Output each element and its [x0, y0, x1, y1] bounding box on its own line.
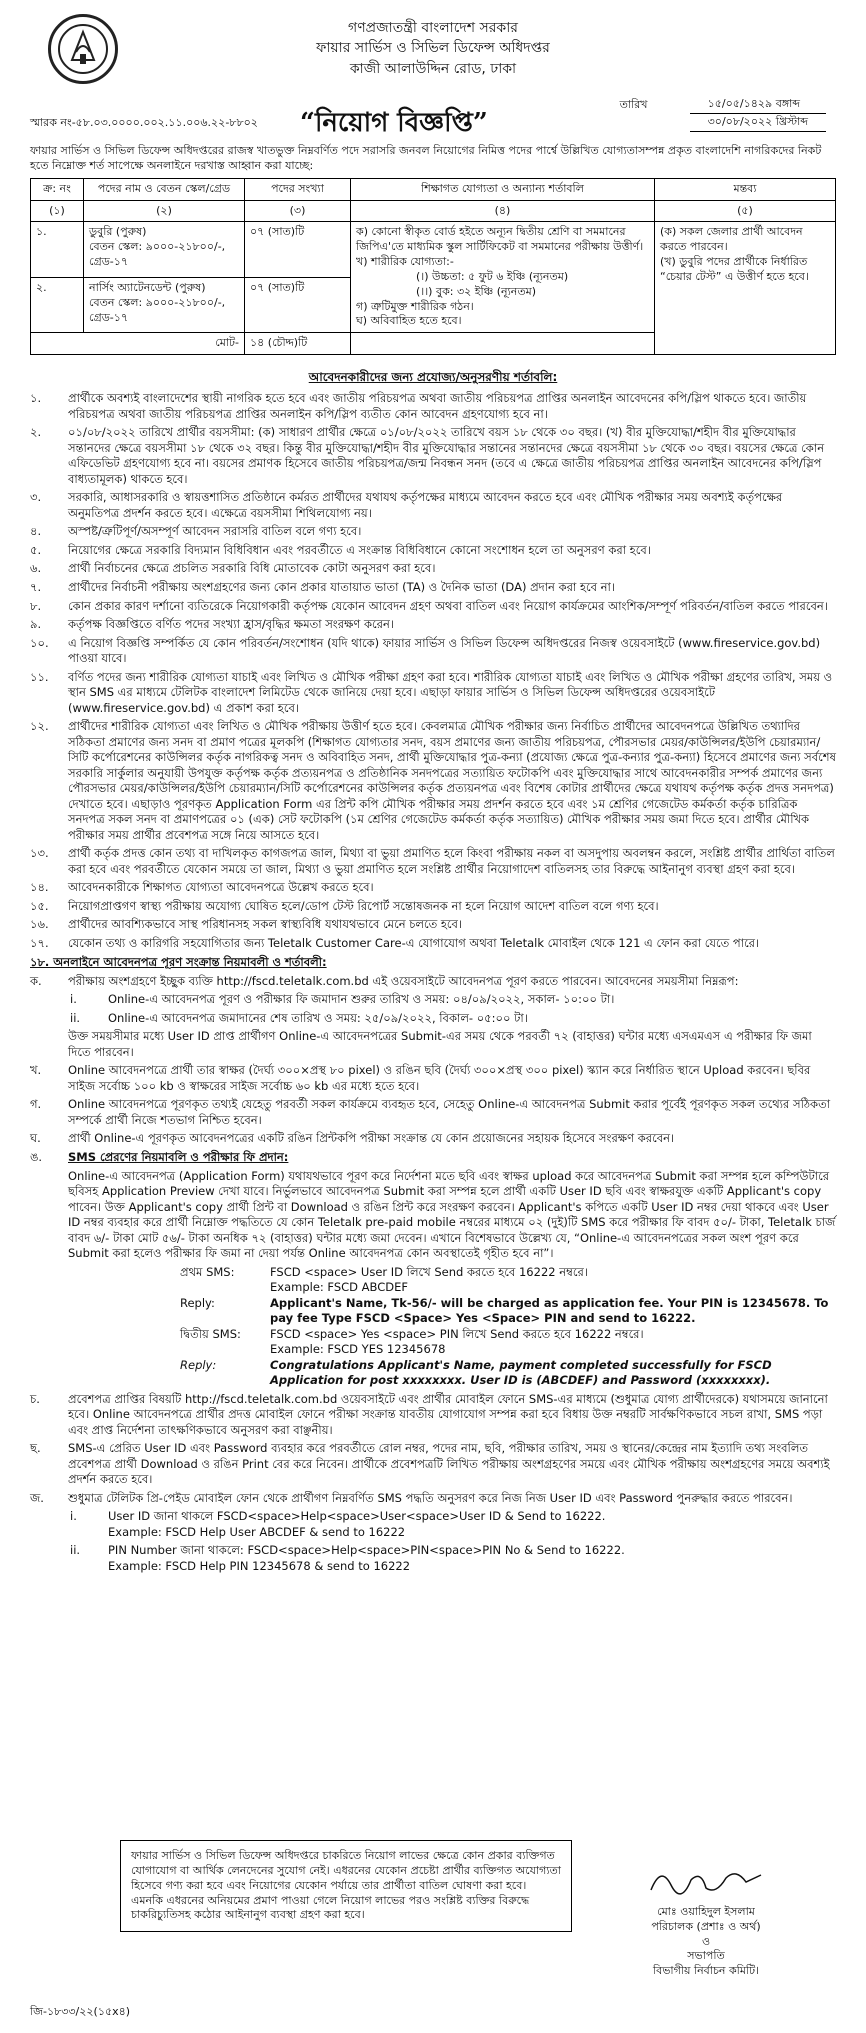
signature-block	[606, 1860, 806, 1979]
sms-row	[180, 1358, 836, 1389]
sms-reply: Congratulations Applicant's Name, payment completed successfully for FSCD Application for post xxxxxxxx. User ID is (ABCDEF) and Password (xxxxxxxx).	[270, 1357, 772, 1388]
list-item	[30, 617, 836, 633]
qualification-cell	[351, 222, 655, 333]
sms-reply: Applicant's Name, Tk-56/- will be charged as application fee. Your PIN is 12345678. To pay fee Type FSCD <Space> Yes <Space> PIN and send to 16222.	[270, 1295, 829, 1326]
online-section	[30, 974, 836, 1575]
sms-text: FSCD <space> User ID লিখে Send করতে হবে 16222 নম্বরে।	[270, 1264, 588, 1279]
list-item	[30, 899, 836, 915]
item-text: উক্ত সময়সীমার মধ্যে User ID প্রাপ্ত প্রার্থীগণ Online-এ আবেদনপত্রের Submit-এর সময় থেকে পরবর্তী ৭২ (বাহাত্তর) ঘন্টার মধ্যে এসএমএস এ পরীক্ষার ফি জমা দিতে পারবেন।	[68, 1029, 812, 1059]
item-text: প্রার্থী কর্তৃক প্রদত্ত কোন তথ্য বা দাখিলকৃত কাগজপত্র জাল, মিথ্যা বা ভুয়া প্রমাণিত হলে কিংবা পরীক্ষায় নকল বা অসদুপায় অবলম্বন করলে, সংশ্লিষ্ট প্রার্থীর প্রার্থিতা বাতিল করা হবে এবং পরবর্তীতে যেকোন সময়ে তা জাল, মিথ্যা ও ভুয়া প্রমাণিত হলে সংশ্লিষ্ট প্রার্থীর নিয়োগাদেশ বাতিলসহ তার বিরুদ্ধে আইনানুগ ব্যবস্থা গ্রহণ করা হবে।	[68, 846, 835, 876]
item-number: ১০.	[30, 635, 49, 650]
item-text: কর্তৃপক্ষ বিজ্ঞপ্তিতে বর্ণিত পদের সংখ্যা হ্রাস/বৃদ্ধির ক্ষমতা সংরক্ষণ করেন।	[68, 617, 394, 632]
item-number: ১৬.	[30, 917, 49, 932]
total-count: ১৪ (চৌদ্দ)টি	[245, 333, 351, 355]
col-sl: ক্র: নং	[31, 178, 84, 200]
item-text: প্রার্থীকে অবশ্যই বাংলাদেশের স্থায়ী নাগরিক হতে হবে এবং জাতীয় পরিচয়পত্র অথবা জাতীয় পরিচয়পত্র প্রাপ্তির অনলাইন আবেদনের কপি/স্লিপ থাকতে হবে। জাতীয় পরিচয়পত্র অথবা জাতীয় পরিচয়পত্র প্রাপ্তির অনলাইন কপি/স্লিপ ব্যতীত কোন আবেদন গ্রহণযোগ্য হবে না।	[68, 391, 807, 421]
item-text: Online-এ আবেদনপত্র (Application Form) যথাযথভাবে পূরণ করে নির্দেশনা মতে ছবি এবং স্বাক্ষর upload করে আবেদনপত্র Submit করা সম্পন্ন হলে কম্পিউটারে ছবিসহ Application Preview দেখা যাবে। নির্ভুলভাবে আবেদনপত্র Submit করা সম্পন্ন হলে প্রার্থী একটি User ID ছবি এবং স্বাক্ষরযুক্ত একটি Applicant's copy পাবেন। উক্ত Applicant's copy প্রার্থী প্রিন্ট বা Download ও রঙিন প্রিন্ট করে সংরক্ষণ করবেন। Applicant's কপিতে একটি User ID নম্বর দেয়া থাকবে এবং User ID নম্বর ব্যবহার করে প্রার্থী নিম্নোক্ত পদ্ধতিতে যে কোন Teletalk pre-paid mobile নম্বরের মাধ্যমে ০২ (দুই)টি SMS করে পরীক্ষার ফি বাবদ ৫০/- টাকা, Teletalk চার্জ বাবদ ৬/- টাকা মোট ৫৬/- টাকা অনধিক ৭২ (বাহাত্তর) ঘন্টার মধ্যে জমা দেবেন। এখানে বিশেষভাবে উল্লেখ্য যে, “Online-এ আবেদনপত্রের সকল অংশ পূরণ করে Submit করা হলেও পরীক্ষার ফি জমা না দেয়া পর্যন্ত Online আবেদনপত্র কোন অবস্থাতেই গৃহীত হবে না”।	[68, 1168, 836, 1261]
recovery-example: Example: FSCD Help User ABCDEF & send to 16222	[108, 1524, 406, 1539]
item-text: আবেদনকারীকে শিক্ষাগত যোগ্যতা আবেদনপত্রে উল্লেখ করতে হবে।	[68, 880, 374, 895]
item-number: ১৩.	[30, 846, 49, 861]
online-heading: ১৮. অনলাইনে আবেদনপত্র পূরণ সংক্রান্ত নিয়মাবলী ও শর্তাবলী:	[30, 955, 327, 970]
row-sl: ১.	[31, 222, 84, 277]
item-number: খ.	[30, 1063, 42, 1078]
sms-label: Reply:	[180, 1357, 217, 1372]
qual-item: ঘ) অবিবাহিত হতে হবে।	[356, 314, 462, 328]
item-text: প্রার্থীদের আবশ্যিকভাবে সাস্থ পরিধানসহ সকল স্বাস্থ্যবিধি যথাযথভাবে মেনে চলতে হবে।	[68, 917, 463, 932]
list-item	[30, 880, 836, 896]
item-number: ২.	[30, 425, 42, 440]
item-number: ৫.	[30, 542, 42, 557]
col-count: পদের সংখ্যা	[245, 178, 351, 200]
item-text: শুধুমাত্র টেলিটক প্রি-পেইড মোবাইল ফোন থেকে প্রার্থীগণ নিম্নবর্ণিত SMS পদ্ধতি অনুসরণ করে নিজ নিজ User ID এবং Password পুনরুদ্ধার করতে পারবেন।	[68, 1490, 793, 1505]
sms-example: Example: FSCD YES 12345678	[270, 1342, 446, 1357]
recovery-example: Example: FSCD Help PIN 12345678 & send to 16222	[108, 1558, 411, 1573]
item-number: ii.	[70, 1010, 81, 1025]
conditions-title: আবেদনকারীদের জন্য প্রযোজ্য/অনুসরণীয় শর্তাবলি:	[308, 370, 558, 385]
list-item	[30, 917, 836, 933]
list-item	[70, 1543, 836, 1574]
col-post: পদের নাম ও বেতন স্কেল/গ্রেড	[84, 178, 245, 200]
list-item	[30, 561, 836, 577]
item-text: প্রার্থী নির্বাচনের ক্ষেত্রে প্রচলিত সরকারি বিধি মোতাবেক কোটা অনুসরণ করা হবে।	[68, 561, 436, 576]
item-title: SMS প্রেরণের নিয়মাবলি ও পরীক্ষার ফি প্রদান:	[68, 1150, 289, 1164]
item-number: ১২.	[30, 719, 49, 734]
item-text: নিয়োগের ক্ষেত্রে সরকারি বিদ্যমান বিধিবিধান এবং পরবর্তীতে এ সংক্রান্ত বিধিবিধানে কোনো সংশোধন হলে তা অনুসরণ করা হবে।	[68, 542, 651, 557]
remarks-cell	[655, 222, 836, 355]
signatory-and: ও	[701, 1934, 711, 1948]
item-number: চ.	[30, 1391, 40, 1406]
footer-code: জি-১৮৩৩/২২(১৫x৪)	[30, 2005, 131, 2018]
item-number: ছ.	[30, 1441, 41, 1456]
org-line3: কাজী আলাউদ্দিন রোড, ঢাকা	[349, 60, 517, 77]
sms-label: Reply:	[180, 1295, 215, 1310]
row-post	[84, 222, 245, 277]
item-text: বর্ণিত পদের জন্য শারীরিক যোগ্যতা যাচাই এবং লিখিত ও মৌখিক পরীক্ষা গ্রহণ করা হবে। শারীরিক যোগ্যতা যাচাই এবং লিখিত ও মৌখিক পরীক্ষা গ্রহণের তারিখ, সময় ও স্থান SMS এর মাধ্যমে টেলিটক বাংলাদেশ লিমিটেড থেকে জানিয়ে দেয়া হবে। এছাড়া ফায়ার সার্ভিস ও সিভিল ডিফেন্স অধিদপ্তরের ওয়েবসাইটে (www.fireservice.gov.bd) এ প্রকাশ করা হবে।	[68, 669, 833, 715]
list-item	[30, 490, 836, 521]
item-text: Online-এ আবেদনপত্র জমাদানের শেষ তারিখ ও সময়: ২৫/০৯/২০২২, বিকাল- ০৫:০০ টা।	[108, 1010, 528, 1025]
recovery-text: PIN Number জানা থাকলে: FSCD<space>Help<space>PIN<space>PIN No & Send to 16222.	[108, 1543, 625, 1558]
item-text: এ নিয়োগ বিজ্ঞপ্তি সম্পর্কিত যে কোন পরিবর্তন/সংশোধন (যদি থাকে) ফায়ার সার্ভিস ও সিভিল ডিফেন্স অধিদপ্তরের নিজস্ব ওয়েবসাইটে (www.fireservice.gov.bd) পাওয়া যাবে।	[68, 635, 821, 666]
list-item	[30, 846, 836, 877]
list-item	[30, 1131, 836, 1147]
row-sl: ২.	[31, 277, 84, 332]
item-number: ঙ.	[30, 1150, 43, 1164]
empty-cell	[351, 333, 655, 355]
item-text: ০১/০৮/২০২২ তারিখে প্রার্থীর বয়সসীমা: (ক) সাধারণ প্রার্থীর ক্ষেত্রে ০১/০৮/২০২২ তারিখে বয়স ১৮ থেকে ৩০ বছর। (খ) বীর মুক্তিযোদ্ধা/শহীদ বীর মুক্তিযোদ্ধার সন্তানদের ক্ষেত্রে বয়সসীমা ১৮ থেকে ৩২ বছর। কিন্তু বীর মুক্তিযোদ্ধা/শহীদ বীর মুক্তিযোদ্ধার সন্তানের সন্তানদের ক্ষেত্রে বয়সসীমা ১৮ থেকে ৩০ বছর। বয়সের ক্ষেত্রে কোন এফিডেভিট গ্রহণযোগ্য হবে না। বয়সের প্রমাণক হিসেবে জাতীয় পরিচয়পত্র/জন্ম নিবন্ধন সনদ (তবে এ ক্ষেত্রে জাতীয় পরিচয়পত্র প্রাপ্তির অনলাইন আবেদনের কপি/স্লিপ বাধ্যতামূলক) থাকতে হবে।	[68, 425, 825, 486]
list-item	[30, 524, 836, 540]
item-number: জ.	[30, 1490, 44, 1505]
list-item	[70, 1011, 836, 1027]
item-number: গ.	[30, 1097, 42, 1112]
col-qualification: শিক্ষাগত যোগ্যতা ও অন্যান্য শর্তাবলি	[351, 178, 655, 200]
grade: গ্রেড-১৭	[89, 255, 129, 269]
item-text: পরীক্ষায় অংশগ্রহণে ইচ্ছুক ব্যক্তি http://fscd.teletalk.com.bd এই ওয়েবসাইটে আবেদনপত্র পূরণ করতে পারবেন। আবেদনের সময়সীমা নিম্নরূপ:	[68, 973, 739, 988]
sms-example: Example: FSCD ABCDEF	[270, 1280, 408, 1295]
item-text: Online-এ আবেদনপত্র পূরণ ও পরীক্ষার ফি জমাদান শুরুর তারিখ ও সময়: ০৪/০৯/২০২২, সকাল- ১০:০০ টা।	[108, 992, 615, 1007]
anti-corruption-notice: ফায়ার সার্ভিস ও সিভিল ডিফেন্স অধিদপ্তরে চাকরিতে নিয়োগ লাভের ক্ষেত্রে কোন প্রকার ব্যক্তিগত যোগাযোগ বা আর্থিক লেনদেনের সুযোগ নেই। এধরনের যেকোন প্রচেষ্টা প্রার্থীর ব্যক্তিগত অযোগ্যতা হিসেবে গণ্য করা হবে এবং নিয়োগের যেকোন পর্যায়ে তার প্রার্থীতা বাতিল ঘোষণা করা হবে। এমনকি এধরনের অনিয়মের প্রমাণ পাওয়া গেলে নিয়োগ লাভের পরও সংশ্লিষ্ট ব্যক্তির বিরুদ্ধে চাকরিচ্যুতিসহ কঠোর আইনানুগ ব্যবস্থা গ্রহণ করা হবে।	[120, 1840, 572, 1932]
post-name: ডুবুরি (পুরুষ)	[89, 225, 147, 239]
posts-table	[30, 178, 836, 355]
org-block	[30, 18, 836, 79]
item-text: প্রার্থী Online-এ পূরণকৃত আবেদনপত্রের একটি রঙিন প্রিন্টকপি পরীক্ষা সংক্রান্ত যে কোন প্রয়োজনের সহায়ক হিসেবে সংরক্ষণ করবেন।	[68, 1131, 675, 1146]
table-colnum-row	[31, 200, 836, 222]
list-item	[30, 1392, 836, 1439]
list-item	[30, 1169, 836, 1262]
item-number: ১৭.	[30, 935, 49, 950]
list-item	[30, 1097, 836, 1128]
conditions-list	[30, 391, 836, 951]
qual-item: (।।) বুক: ৩২ ইঞ্চি (ন্যূনতম)	[416, 284, 537, 298]
table-row	[31, 222, 836, 277]
item-text: Online আবেদনপত্রে প্রার্থী তার স্বাক্ষর (দৈর্ঘ্য ৩০০×প্রস্থ ৮০ pixel) ও রঙিন ছবি (দৈর্ঘ্য ৩০০×প্রস্থ ৩০০ pixel) স্ক্যান করে নির্ধারিত স্থানে Upload করবেন। ছবির সাইজ সর্বোচ্চ ১০০ kb ও স্বাক্ষরের সাইজ সর্বোচ্চ ৬০ kb এর মধ্যে হতে হবে।	[68, 1063, 811, 1093]
date-label: তারিখ	[619, 98, 648, 111]
intro-text: ফায়ার সার্ভিস ও সিভিল ডিফেন্স অধিদপ্তরের রাজস্ব খাতভুক্ত নিম্নবর্ণিত পদে সরাসরি জনবল নিয়োগের নিমিত্ত পদের পার্শ্বে উল্লিখিত যোগ্যতাসম্পন্ন প্রকৃত বাংলাদেশি নাগরিকদের নিকট হতে নিম্নোক্ত শর্ত সাপেক্ষে অনলাইনে দরখাস্ত আহ্বান করা যাচ্ছে:	[30, 144, 822, 172]
item-number: ঘ.	[30, 1131, 41, 1146]
list-item	[30, 1491, 836, 1507]
item-number: ১.	[30, 391, 42, 406]
org-line2: ফায়ার সার্ভিস ও সিভিল ডিফেন্স অধিদপ্তর	[316, 40, 550, 57]
item-number: ১৫.	[30, 898, 49, 913]
signatory-role: সভাপতি	[687, 1949, 725, 1963]
row-post	[84, 277, 245, 332]
qual-item: খ) শারীরিক যোগ্যতা:-	[356, 255, 454, 269]
list-item	[30, 425, 836, 487]
signatory-name: মোঃ ওয়াহিদুল ইসলাম	[657, 1904, 755, 1918]
row-count: ০৭ (সাত)টি	[245, 277, 351, 332]
remark-item: (খ) ডুবুরি পদের প্রার্থীকে নির্ধারিত “চেয়ার টেস্ট” এ উত্তীর্ণ হতে হবে।	[660, 255, 809, 283]
item-text	[108, 1543, 836, 1574]
item-number: ১৪.	[30, 880, 49, 895]
total-label: মোট-	[31, 333, 245, 355]
list-item	[30, 636, 836, 667]
item-text: প্রবেশপত্র প্রাপ্তির বিষয়টি http://fscd.teletalk.com.bd ওয়েবসাইটে এবং প্রার্থীর মোবাইল ফোনে SMS-এর মাধ্যমে (শুধুমাত্র যোগ্য প্রার্থীদেরকে) যথাসময়ে জানানো হবে। Online আবেদনপত্রে প্রার্থীর প্রদত্ত মোবাইল ফোনে পরীক্ষা সংক্রান্ত যাবতীয় যোগাযোগ সম্পন্ন করা হবে বিধায় উক্ত নম্বরটি সার্বক্ষণিকভাবে সচল রাখা, SMS পড়া এবং প্রাপ্ত নির্দেশনা তাৎক্ষণিকভাবে অনুসরণ করা বাঞ্ছনীয়।	[68, 1391, 828, 1437]
item-text: যেকোন তথ্য ও কারিগরি সহযোগিতার জন্য Teletalk Customer Care-এ যোগাযোগ অথবা Teletalk মোবাইল থেকে 121 এ ফোন করা যেতে পারে।	[68, 935, 760, 950]
post-name: নার্সিং অ্যাটেনডেন্ট (পুরুষ)	[89, 280, 206, 294]
spacer	[180, 1342, 270, 1358]
spacer	[30, 1169, 68, 1262]
colnum: (১)	[31, 200, 84, 222]
sms-row	[180, 1342, 836, 1358]
item-number: ৩.	[30, 490, 42, 505]
item-number: ৬.	[30, 561, 42, 576]
colnum: (৩)	[245, 200, 351, 222]
item-number: ৭.	[30, 579, 42, 594]
header	[30, 10, 836, 140]
recovery-text: User ID জানা থাকলে FSCD<space>Help<space>User<space>User ID & Send to 16222.	[108, 1509, 606, 1524]
item-number: ৮.	[30, 598, 42, 613]
colnum: (২)	[84, 200, 245, 222]
list-item	[30, 599, 836, 615]
sms-row	[180, 1327, 836, 1343]
list-item	[70, 992, 836, 1008]
list-item	[30, 391, 836, 422]
sms-row	[180, 1265, 836, 1281]
pay-scale: বেতন স্কেল: ৯০০০-২১৮০০/-,	[89, 295, 226, 309]
item-text: সরকারি, আধাসরকারি ও স্বায়ত্তশাসিত প্রতিষ্ঠানে কর্মরত প্রার্থীদের যথাযথ কর্তৃপক্ষের মাধ্যমে আবেদন করতে হবে এবং মৌখিক পরীক্ষার সময় অবশ্যই কর্তৃপক্ষের অনুমতিপত্র প্রদর্শন করতে হবে। এক্ষেত্রে বয়সসীমা শিথিলযোগ্য নয়।	[68, 490, 783, 520]
signatory-committee: বিভাগীয় নির্বাচন কমিটি।	[652, 1964, 760, 1978]
signature-image	[646, 1860, 766, 1900]
table-header-row	[31, 178, 836, 200]
item-number: ii.	[70, 1543, 81, 1558]
date-block	[619, 96, 826, 132]
list-item	[30, 1150, 836, 1166]
list-item	[30, 543, 836, 559]
sms-row	[180, 1280, 836, 1296]
item-text: অস্পষ্ট/ত্রুটিপূর্ণ/অসম্পূর্ণ আবেদন সরাসরি বাতিল বলে গণ্য হবে।	[68, 524, 362, 539]
list-item	[30, 974, 836, 990]
sms-label: দ্বিতীয় SMS:	[180, 1326, 241, 1341]
list-item	[30, 1441, 836, 1488]
signatory-designation: পরিচালক (প্রশাঃ ও অর্থ)	[651, 1919, 761, 1933]
qual-item: (।) উচ্চতা: ৫ ফুট ৬ ইঞ্চি (ন্যূনতম)	[416, 269, 569, 283]
item-number: ক.	[30, 973, 42, 988]
item-number: ৯.	[30, 617, 42, 632]
row-count: ০৭ (সাত)টি	[245, 222, 351, 277]
notice-title: “নিয়োগ বিজ্ঞপ্তি”	[300, 108, 488, 138]
reference-no: স্মারক নং-৫৮.০৩.০০০০.০০২.১১.০০৬.২২-৮৮০২	[30, 116, 258, 129]
list-item	[30, 1063, 836, 1094]
item-number: ৪.	[30, 524, 42, 539]
list-item	[30, 670, 836, 717]
pay-scale: বেতন স্কেল: ৯০০০-২১৮০০/-,	[89, 240, 226, 254]
list-item	[30, 580, 836, 596]
qual-item: গ) ত্রুটিমুক্ত শারীরিক গঠন।	[356, 299, 474, 313]
org-line1: গণপ্রজাতন্ত্রী বাংলাদেশ সরকার	[348, 20, 518, 36]
list-item	[30, 719, 836, 843]
item-text: নিয়োগপ্রাপ্তগণ স্বাস্থ্য পরীক্ষায় অযোগ্য ঘোষিত হলে/ডোপ টেস্ট রিপোর্ট সন্তোষজনক না হলে নিয়োগ আদেশ বাতিল বলে গণ্য হবে।	[68, 898, 659, 913]
list-item	[70, 1509, 836, 1540]
date-bangla: ১৫/০৫/১৪২৯ বঙ্গাব্দ	[690, 96, 826, 114]
date-gregorian: ৩০/০৮/২০২২ খ্রিস্টাব্দ	[690, 114, 826, 132]
item-text	[108, 1509, 836, 1540]
item-text: প্রার্থীদের শারীরিক যোগ্যতা এবং লিখিত ও মৌখিক পরীক্ষায় উত্তীর্ণ হতে হবে। কেবলমাত্র মৌখিক পরীক্ষার জন্য নির্বাচিত প্রার্থীদের আবেদনপত্রে উল্লিখিত তথ্যাদির সঠিকতা প্রমাণের জন্য সনদ বা প্রমাণ পত্রের মূলকপি (শিক্ষাগত যোগ্যতার সনদ, বয়স প্রমাণের জন্য জাতীয় পরিচয়পত্র, পৌরসভার মেয়র/কাউন্সিলর/ইউপি চেয়ারম্যান/সিটি কর্পোরেশনের কাউন্সিলর কর্তৃক নাগরিকত্ব সনদ ও অবিবাহিত সনদ, প্রার্থী মুক্তিযোদ্ধার পুত্র-কন্যা (প্রযোজ্য ক্ষেত্রে পুত্র-কন্যার পুত্র-কন্যা) হিসেবে প্রমাণের জন্য সর্বশেষ সরকারি সার্কুলার অনুযায়ী উপযুক্ত কর্তৃপক্ষ কর্তৃক প্রত্যয়নপত্র ও প্রতিষ্ঠানিক সনদপত্রের সত্যায়িত ফটোকপি এবং মুক্তিযোদ্ধার সাথে আবেদনকারীর সম্পর্ক প্রমাণের জন্য পৌরসভার মেয়র/কাউন্সিলর/ইউপি চেয়ারম্যান/সিটি কর্পোরেশনের কাউন্সিলর কর্তৃক প্রত্যয়নপত্র এবং বিশেষ কোটার প্রার্থীদের ক্ষেত্রে যথাযথ কর্তৃপক্ষ কর্তৃক প্রদত্ত সনদপত্র) দেখাতে হবে। এছাড়াও পূরণকৃত Application Form এর প্রিন্ট কপি মৌখিক পরীক্ষার সময় প্রদর্শন করতে হবে এবং ১ম শ্রেণির গেজেটেড কর্মকর্তা কর্তৃক চারিত্রিক সনদপত্র সকল সনদ বা প্রমাণপত্রের ০১ (এক) সেট ফটোকপি (১ম শ্রেণির গেজেটেড কর্মকর্তা কর্তৃক সত্যায়িত) মৌখিক পরীক্ষার সময় জমা দিতে হবে। প্রার্থীর মৌখিক পরীক্ষার সময় প্রার্থীর প্রবেশপত্র সঙ্গে নিয়ে আসতে হবে।	[68, 719, 836, 842]
item-text: প্রার্থীদের নির্বাচনী পরীক্ষায় অংশগ্রহণের জন্য কোন প্রকার যাতায়াত ভাতা (TA) ও দৈনিক ভাতা (DA) প্রদান করা হবে না।	[68, 579, 615, 594]
sms-text: FSCD <space> Yes <space> PIN লিখে Send করতে হবে 16222 নম্বরে।	[270, 1326, 644, 1341]
item-number: ১১.	[30, 669, 49, 684]
sms-label: প্রথম SMS:	[180, 1264, 235, 1279]
grade: গ্রেড-১৭	[89, 310, 129, 324]
item-text: SMS-এ প্রেরিত User ID এবং Password ব্যবহার করে পরবর্তীতে রোল নম্বর, পদের নাম, ছবি, পরীক্ষার তারিখ, সময় ও স্থানের/কেন্দ্রের নাম ইত্যাদি তথ্য সংবলিত প্রবেশপত্র প্রার্থী Download ও রঙিন Print বের করে নিবেন। প্রার্থীকে প্রবেশপত্রটি লিখিত পরীক্ষায় অংশগ্রহণের সময়ে এবং মৌখিক পরীক্ষায় অংশগ্রহণের সময়ে অবশ্যই প্রদর্শন করতে হবে।	[68, 1441, 830, 1487]
item-text: Online আবেদনপত্রে পূরণকৃত তথ্যই যেহেতু পরবর্তী সকল কার্যক্রমে ব্যবহৃত হবে, সেহেতু Online-এ আবেদনপত্র Submit করার পূর্বেই পূরণকৃত সকল তথ্যের সঠিকতা সম্পর্কে প্রার্থী নিজে শতভাগ নিশ্চিত হবেন।	[68, 1097, 831, 1127]
item-number: i.	[70, 992, 77, 1007]
spacer	[30, 1029, 68, 1060]
sms-instructions	[180, 1265, 836, 1389]
colnum: (৫)	[655, 200, 836, 222]
list-item	[30, 1029, 836, 1060]
spacer	[180, 1280, 270, 1296]
sms-row	[180, 1296, 836, 1327]
colnum: (৪)	[351, 200, 655, 222]
qual-item: ক) কোনো স্বীকৃত বোর্ড হইতে অন্যূন দ্বিতীয় শ্রেণি বা সমমানের জিপিএ'তে মাধ্যমিক স্কুল সার্টিফিকেট বা সমমানের পরীক্ষায় উত্তীর্ণ।	[356, 225, 644, 254]
col-remarks: মন্তব্য	[655, 178, 836, 200]
item-number: i.	[70, 1509, 77, 1524]
remark-item: (ক) সকল জেলার প্রার্থী আবেদন করতে পারবেন।	[660, 225, 803, 254]
list-item	[30, 936, 836, 952]
item-text: কোন প্রকার কারণ দর্শানো ব্যতিরেকে নিয়োগকারী কর্তৃপক্ষ যেকোন আবেদন গ্রহণ অথবা বাতিল এবং নিয়োগ কার্যক্রমের আংশিক/সম্পূর্ণ পরিবর্তন/বাতিল করতে পারবেন।	[68, 598, 828, 613]
